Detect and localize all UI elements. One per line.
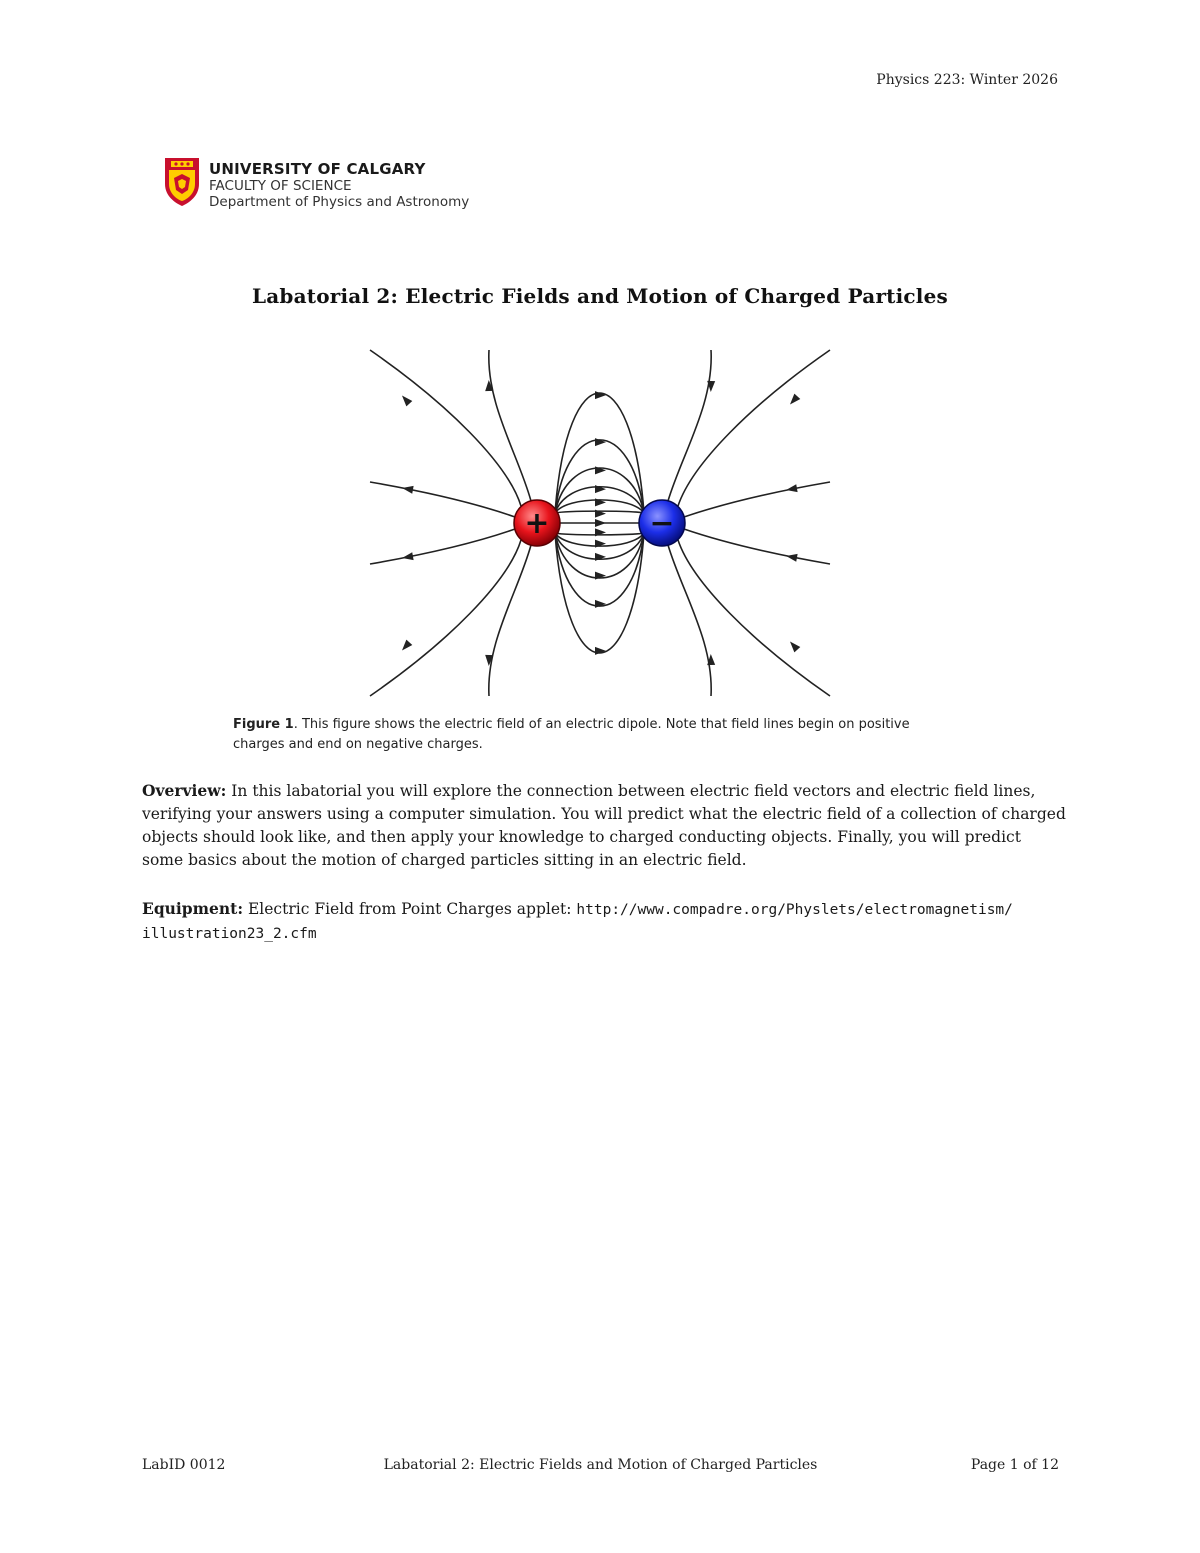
footer-title: Labatorial 2: Electric Fields and Motion of Charged Particles	[383, 1457, 818, 1473]
field-line	[668, 350, 711, 501]
field-line	[684, 482, 830, 517]
footer-page-number: Page 1 of 12	[970, 1457, 1059, 1473]
field-line	[489, 545, 531, 696]
caption-label: Figure 1	[233, 717, 294, 732]
overview-paragraph	[142, 779, 1067, 872]
dipole-figure	[368, 344, 832, 700]
equipment-text: Electric Field from Point Charges applet:	[243, 900, 577, 918]
field-line	[370, 540, 521, 696]
positive-charge	[514, 500, 560, 546]
positive-symbol: +	[524, 506, 550, 541]
field-line	[489, 350, 531, 501]
field-line	[370, 529, 515, 564]
footer-lab-id: LabID 0012	[142, 1457, 226, 1473]
caption-text: . This figure shows the electric field of an electric dipole. Note that field lines begin on positive charges and end on negative charges.	[233, 717, 910, 752]
field-line	[678, 350, 830, 506]
negative-charge	[639, 500, 685, 546]
logo-university-name: UNIVERSITY OF CALGARY	[209, 160, 426, 178]
crest-icon	[163, 156, 201, 208]
field-arrow	[785, 484, 797, 494]
field-arrow	[787, 394, 800, 408]
logo-faculty: FACULTY OF SCIENCE	[209, 178, 352, 194]
field-arrow	[399, 393, 412, 407]
field-arrow	[785, 552, 797, 562]
field-line	[684, 529, 830, 564]
field-line	[370, 482, 515, 517]
dipole-field-diagram	[368, 344, 832, 700]
running-header: Physics 223: Winter 2026	[876, 72, 1058, 88]
field-line	[678, 540, 830, 696]
page-title: Labatorial 2: Electric Fields and Motion of Charged Particles	[252, 284, 948, 308]
field-arrow	[399, 640, 412, 654]
overview-label: Overview:	[142, 781, 227, 800]
field-line	[370, 350, 521, 506]
field-arrow	[595, 519, 606, 527]
field-line	[668, 545, 711, 696]
field-arrow	[787, 639, 800, 653]
equipment-label: Equipment:	[142, 899, 244, 918]
logo-department: Department of Physics and Astronomy	[209, 194, 470, 210]
negative-symbol: −	[649, 506, 675, 541]
equipment-paragraph	[142, 897, 1067, 946]
figure-caption	[233, 715, 943, 755]
university-logo	[163, 156, 503, 212]
overview-text: In this labatorial you will explore the connection between electric field vectors and electric field lines, verifying your answers using a computer simulation. You will predict what the electric field of a collection of charged objects should look like, and then apply your knowledge to charged conducting objects. Finally, you will predict some basics about the motion of charged particles sitting in an electric field.	[142, 782, 1066, 869]
applet-link[interactable]: http://www.compadre.org/Physlets/electromagnetism/ illustration23_2.cfm	[142, 902, 1013, 942]
